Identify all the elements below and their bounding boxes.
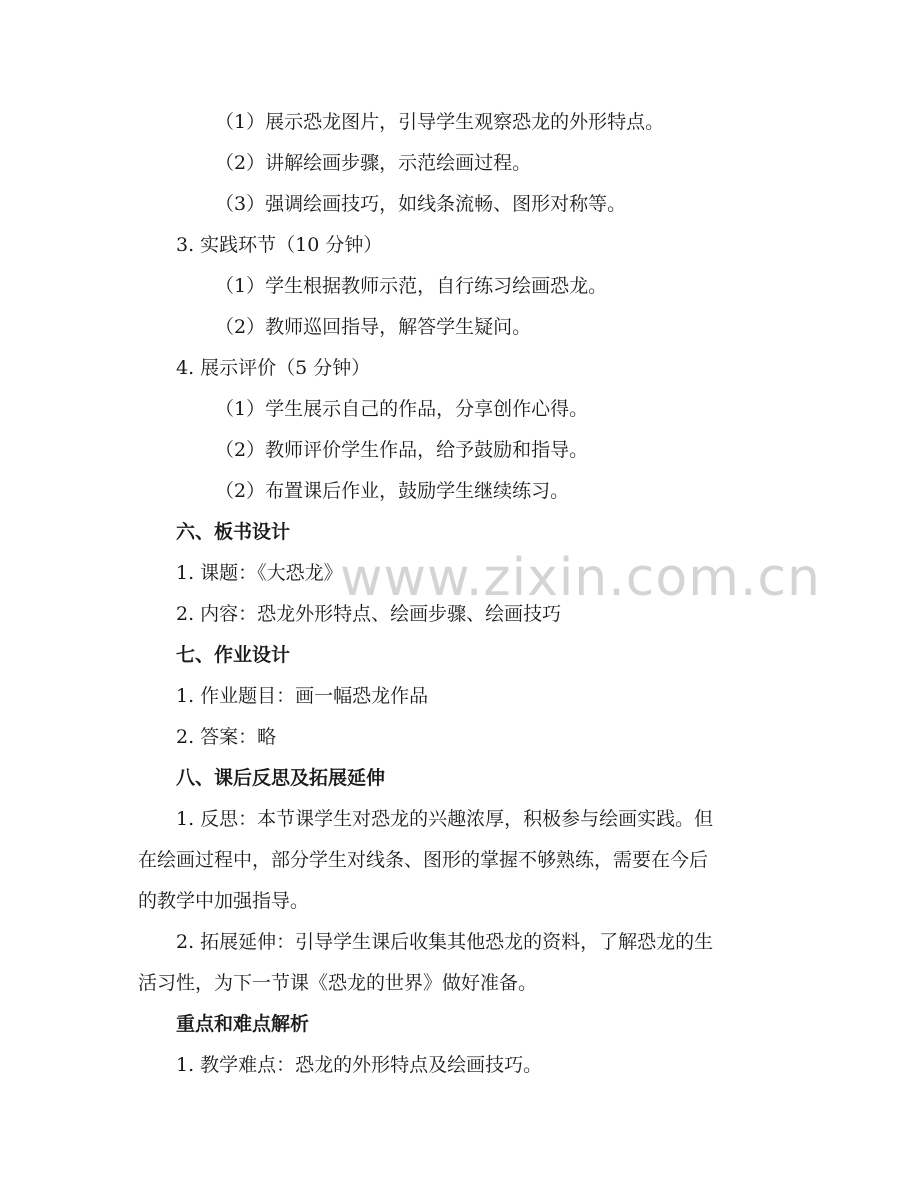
text-line-5: （1）学生根据教师示范，自行练习绘画恐龙。 xyxy=(215,275,608,297)
text-line-6: （2）教师巡回指导，解答学生疑问。 xyxy=(215,316,532,338)
text-line-10: （2）布置课后作业，鼓励学生继续练习。 xyxy=(215,480,570,502)
text-line-18: 1. 反思：本节课学生对恐龙的兴趣浓厚，积极参与绘画实践。但 xyxy=(176,808,714,830)
text-line-15: 1. 作业题目：画一幅恐龙作品 xyxy=(176,685,429,707)
text-line-16: 2. 答案：略 xyxy=(176,726,277,748)
text-line-22: 活习性，为下一节课《恐龙的世界》做好准备。 xyxy=(138,972,538,994)
text-line-8: （1）学生展示自己的作品，分享创作心得。 xyxy=(215,398,589,420)
text-line-20: 的教学中加强指导。 xyxy=(138,890,310,912)
text-line-4: 3. 实践环节（10 分钟） xyxy=(176,234,383,256)
text-line-3: （3）强调绘画技巧，如线条流畅、图形对称等。 xyxy=(215,193,627,215)
text-line-2: （2）讲解绘画步骤，示范绘画过程。 xyxy=(215,152,532,174)
text-line-19: 在绘画过程中，部分学生对线条、图形的掌握不够熟练，需要在今后 xyxy=(138,849,709,871)
text-line-7: 4. 展示评价（5 分钟） xyxy=(176,357,371,379)
text-line-13: 2. 内容：恐龙外形特点、绘画步骤、绘画技巧 xyxy=(176,603,562,625)
section-heading-key-points: 重点和难点解析 xyxy=(176,1013,310,1035)
section-heading-8: 八、课后反思及拓展延伸 xyxy=(176,767,386,789)
text-line-24: 1. 教学难点：恐龙的外形特点及绘画技巧。 xyxy=(176,1054,543,1076)
watermark-text: www.zixin.com.cn xyxy=(340,548,821,608)
text-line-9: （2）教师评价学生作品，给予鼓励和指导。 xyxy=(215,439,589,461)
section-heading-6: 六、板书设计 xyxy=(176,521,291,543)
text-line-1: （1）展示恐龙图片，引导学生观察恐龙的外形特点。 xyxy=(215,111,665,133)
text-line-21: 2. 拓展延伸：引导学生课后收集其他恐龙的资料，了解恐龙的生 xyxy=(176,931,714,953)
section-heading-7: 七、作业设计 xyxy=(176,644,291,666)
text-line-12: 1. 课题：《大恐龙》 xyxy=(176,562,343,584)
